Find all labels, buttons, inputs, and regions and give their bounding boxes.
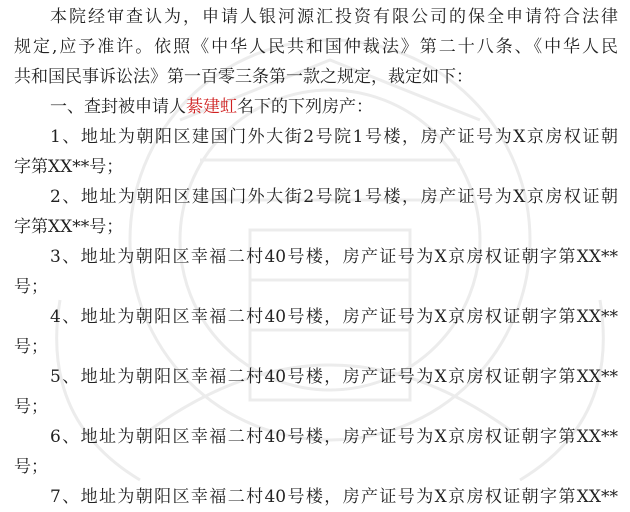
property-item-line: 4、地址为朝阳区幸福二村40号楼，房产证号为X京房权证朝字第XX**: [50, 307, 618, 327]
property-item-line: 7、地址为朝阳区幸福二村40号楼，房产证号为X京房权证朝字第XX**: [50, 487, 618, 507]
respondent-name: 綦建虹: [186, 97, 237, 117]
property-item-line: 字第XX**号；: [14, 217, 124, 237]
property-item-line: 字第XX**号；: [14, 157, 124, 177]
property-item-line: 5、地址为朝阳区幸福二村40号楼，房产证号为X京房权证朝字第XX**: [50, 367, 618, 387]
ruling-prefix: 一、查封被申请人: [50, 97, 186, 117]
property-item-line: 号；: [14, 277, 48, 297]
ruling-heading: [50, 92, 618, 122]
property-item-line: 6、地址为朝阳区幸福二村40号楼，房产证号为X京房权证朝字第XX**: [50, 427, 618, 447]
property-item-line: 3、地址为朝阳区幸福二村40号楼，房产证号为X京房权证朝字第XX**: [50, 247, 618, 267]
property-item-line: 号；: [14, 337, 48, 357]
property-item-line: 1、地址为朝阳区建国门外大街2号院1号楼，房产证号为X京房权证朝: [50, 127, 618, 147]
property-item-line: 2、地址为朝阳区建国门外大街2号院1号楼，房产证号为X京房权证朝: [50, 187, 618, 207]
ruling-suffix: 名下的下列房产：: [237, 97, 373, 117]
paragraph-line: 共和国民事诉讼法》第一百零三条第一款之规定，裁定如下：: [14, 67, 473, 87]
property-item-line: 号；: [14, 457, 48, 477]
property-item-line: 号；: [14, 397, 48, 417]
paragraph-line: 本院经审查认为，申请人银河源汇投资有限公司的保全申请符合法律: [50, 7, 618, 27]
paragraph-line: 规定,应予准许。依照《中华人民共和国仲裁法》第二十八条、《中华人民: [14, 37, 618, 57]
